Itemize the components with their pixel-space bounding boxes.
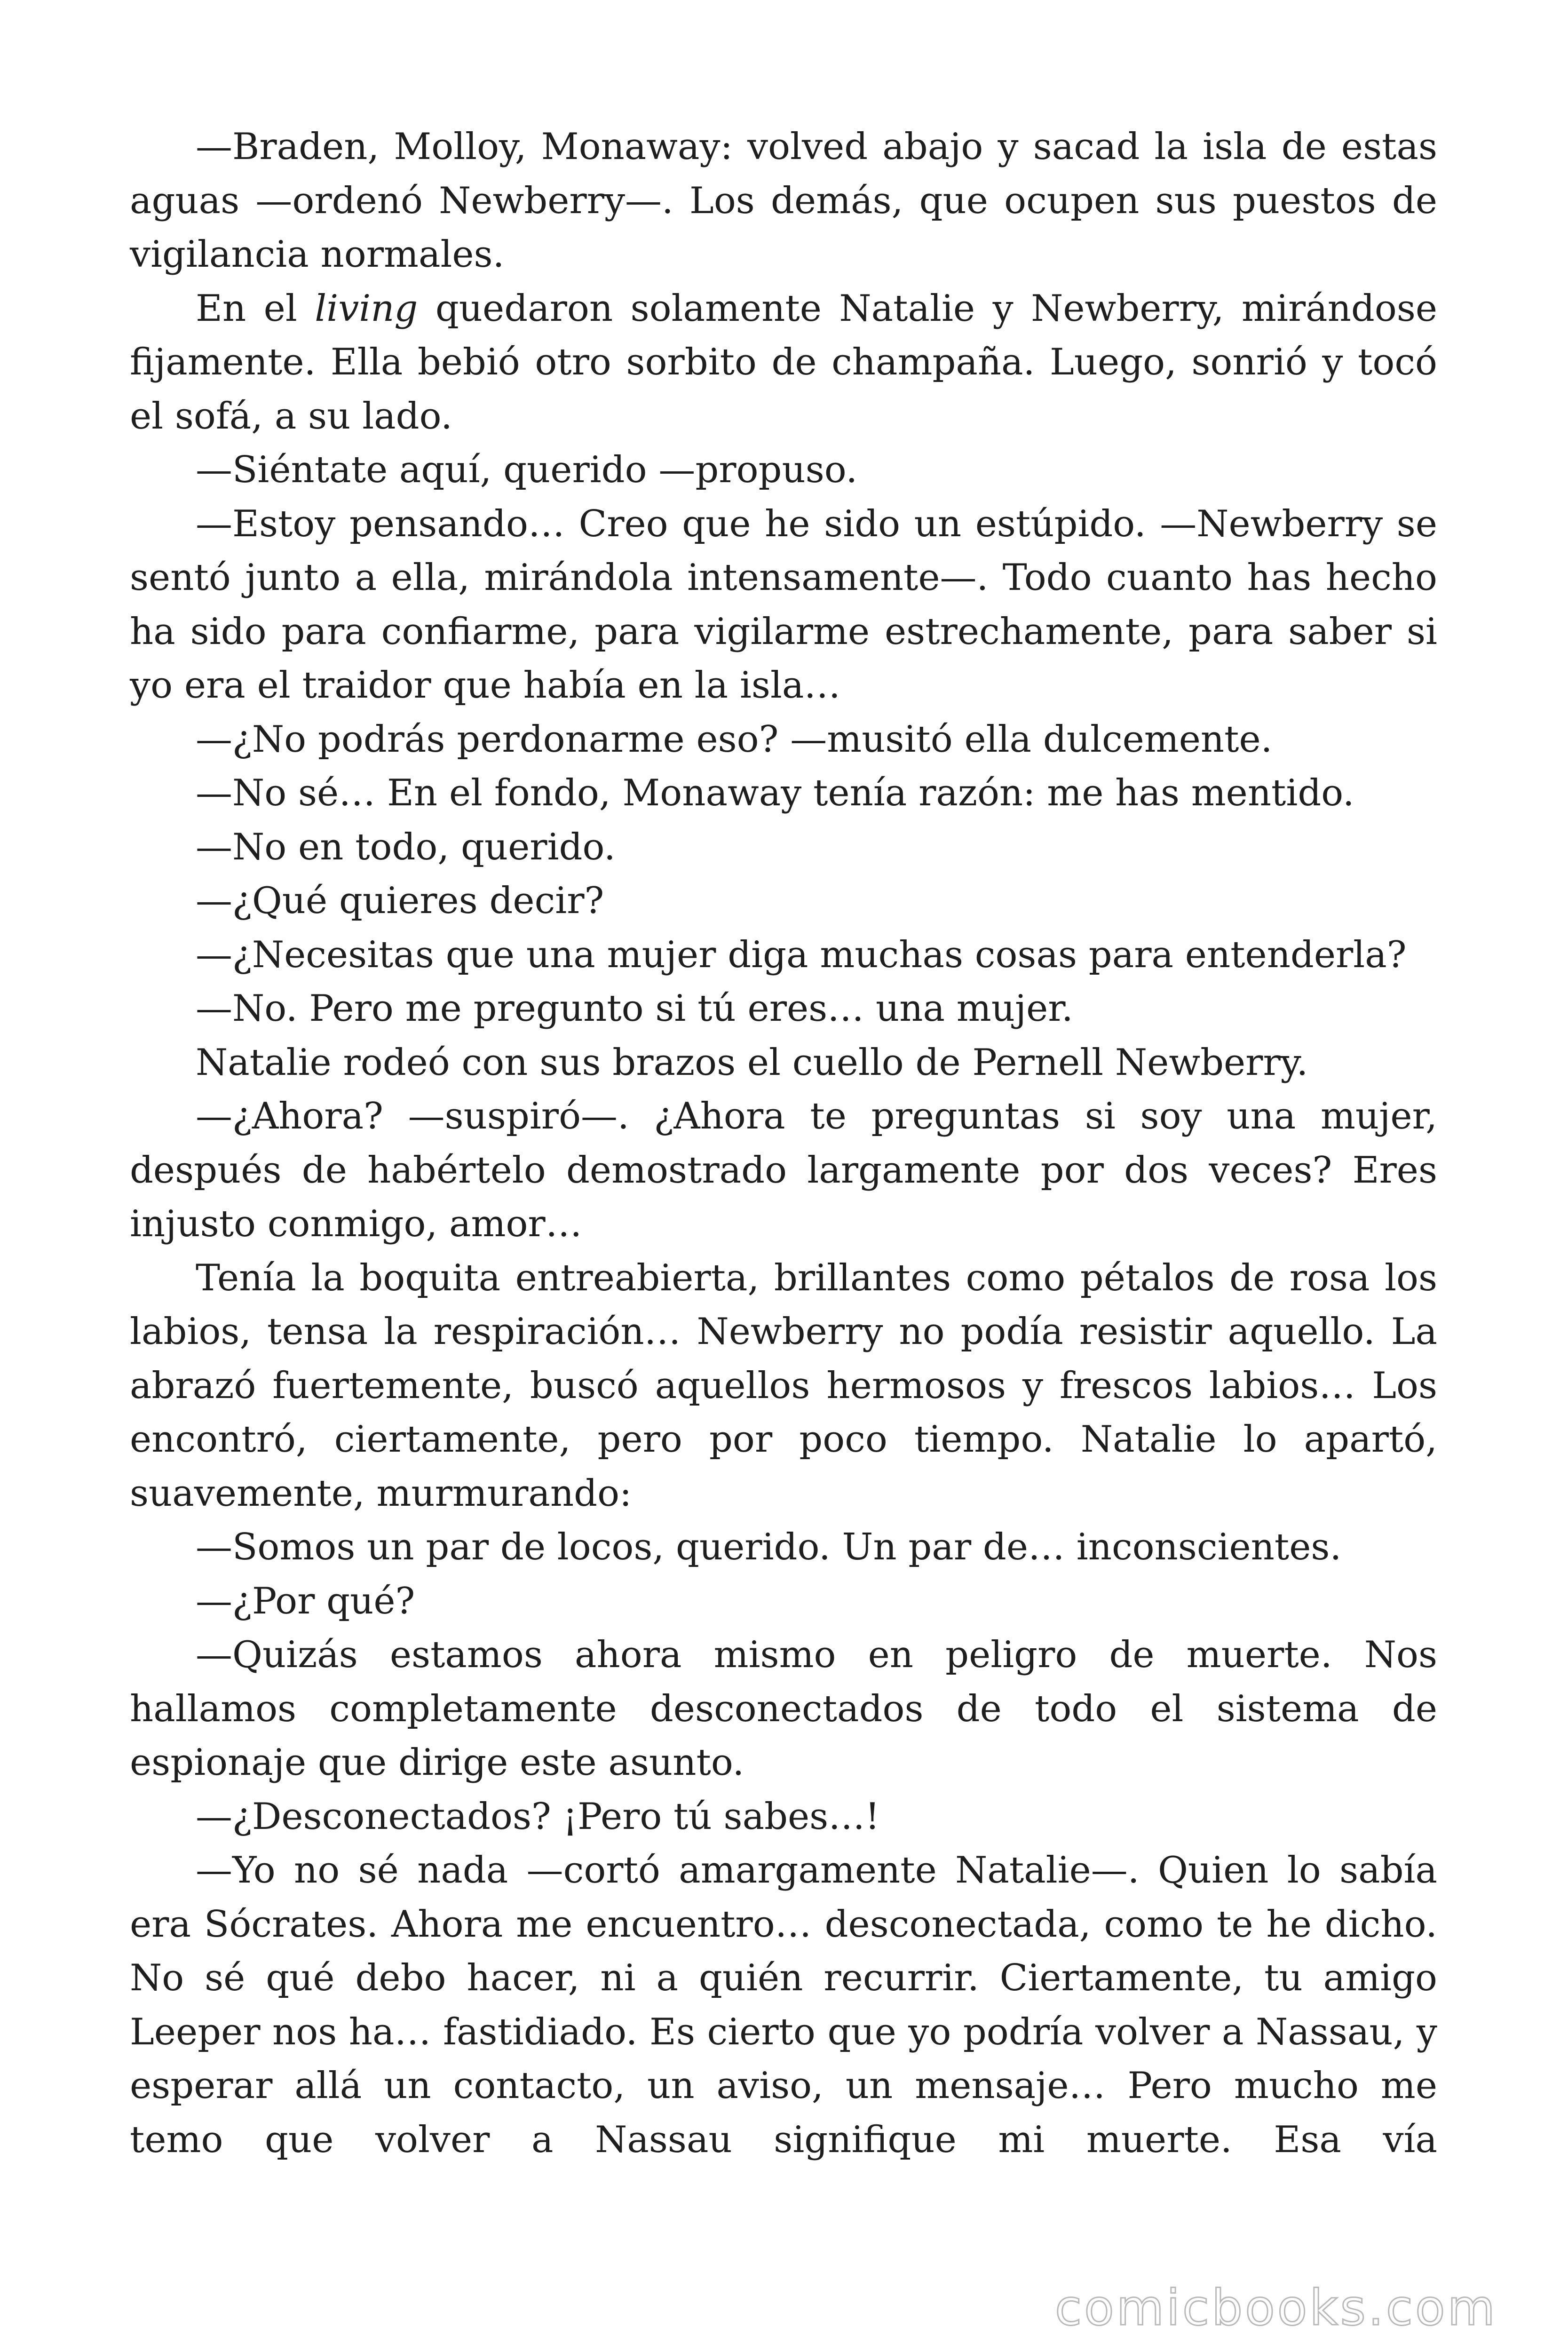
paragraph: —No. Pero me pregunto si tú eres… una mujer.: [196, 987, 1073, 1030]
paragraph: —Somos un par de locos, querido. Un par de… inconscientes.: [196, 1526, 1342, 1568]
paragraph: —Quizás estamos ahora mismo en peligro de muerte. Nos hallamos completamente desconectados de todo el sistema de espionaje que dirige este asunto.: [130, 1634, 1437, 1784]
paragraph: —Estoy pensando… Creo que he sido un estúpido. —Newberry se sentó junto a ella, mirándola intensamente—. Todo cuanto has hecho ha sido para confiarme, para vigilarme estrechamente, para saber si yo era el traidor que había en la isla…: [130, 502, 1437, 707]
paragraph: Tenía la boquita entreabierta, brillantes como pétalos de rosa los labios, tensa la respiración… Newberry no podía resistir aquello. La abrazó fuertemente, buscó aquellos hermosos y frescos labios… Los encontró, ciertamente, pero por poco tiempo. Natalie lo apartó, suavemente, murmurando:: [130, 1256, 1437, 1515]
watermark: comicbooks.com: [1054, 2279, 1497, 2336]
paragraph: —No sé… En el fondo, Monaway tenía razón: me has mentido.: [196, 772, 1354, 814]
paragraph: —¿Por qué?: [196, 1580, 415, 1622]
italic-word: living: [315, 287, 418, 330]
paragraph-text: quedaron solamente Natalie y Newberry, mirándose fijamente. Ella bebió otro sorbito de champaña. Luego, sonrió y tocó el sofá, a su lado.: [130, 287, 1438, 437]
paragraph: —¿Qué quieres decir?: [196, 880, 604, 922]
paragraph: —Yo no sé nada —cortó amargamente Natalie—. Quien lo sabía era Sócrates. Ahora me encuentro… desconectada, como te he dicho. No sé qué debo hacer, ni a quién recurrir. Ciertamente, tu amigo Leeper nos ha… fastidiado. Es cierto que yo podría volver a Nassau, y esperar allá un contacto, un aviso, un mensaje… Pero mucho me temo que volver a Nassau signifique mi muerte. Esa vía: [130, 1849, 1437, 2161]
paragraph: [130, 282, 1437, 444]
paragraph: —No en todo, querido.: [196, 826, 616, 868]
body-text: [130, 120, 1437, 2167]
paragraph-text: En el: [196, 287, 315, 330]
paragraph: —¿Desconectados? ¡Pero tú sabes…!: [196, 1795, 880, 1838]
paragraph: —¿Necesitas que una mujer diga muchas cosas para entenderla?: [196, 933, 1407, 976]
paragraph: Natalie rodeó con sus brazos el cuello de Pernell Newberry.: [196, 1041, 1308, 1084]
paragraph: —Braden, Molloy, Monaway: volved abajo y sacad la isla de estas aguas —ordenó Newberry—. Los demás, que ocupen sus puestos de vigilancia normales.: [130, 126, 1437, 276]
paragraph: —Siéntate aquí, querido —propuso.: [196, 449, 858, 491]
paragraph: —¿Ahora? —suspiró—. ¿Ahora te preguntas si soy una mujer, después de habértelo demostrado largamente por dos veces? Eres injusto conmigo, amor…: [130, 1095, 1437, 1245]
paragraph: —¿No podrás perdonarme eso? —musitó ella dulcemente.: [196, 718, 1273, 761]
